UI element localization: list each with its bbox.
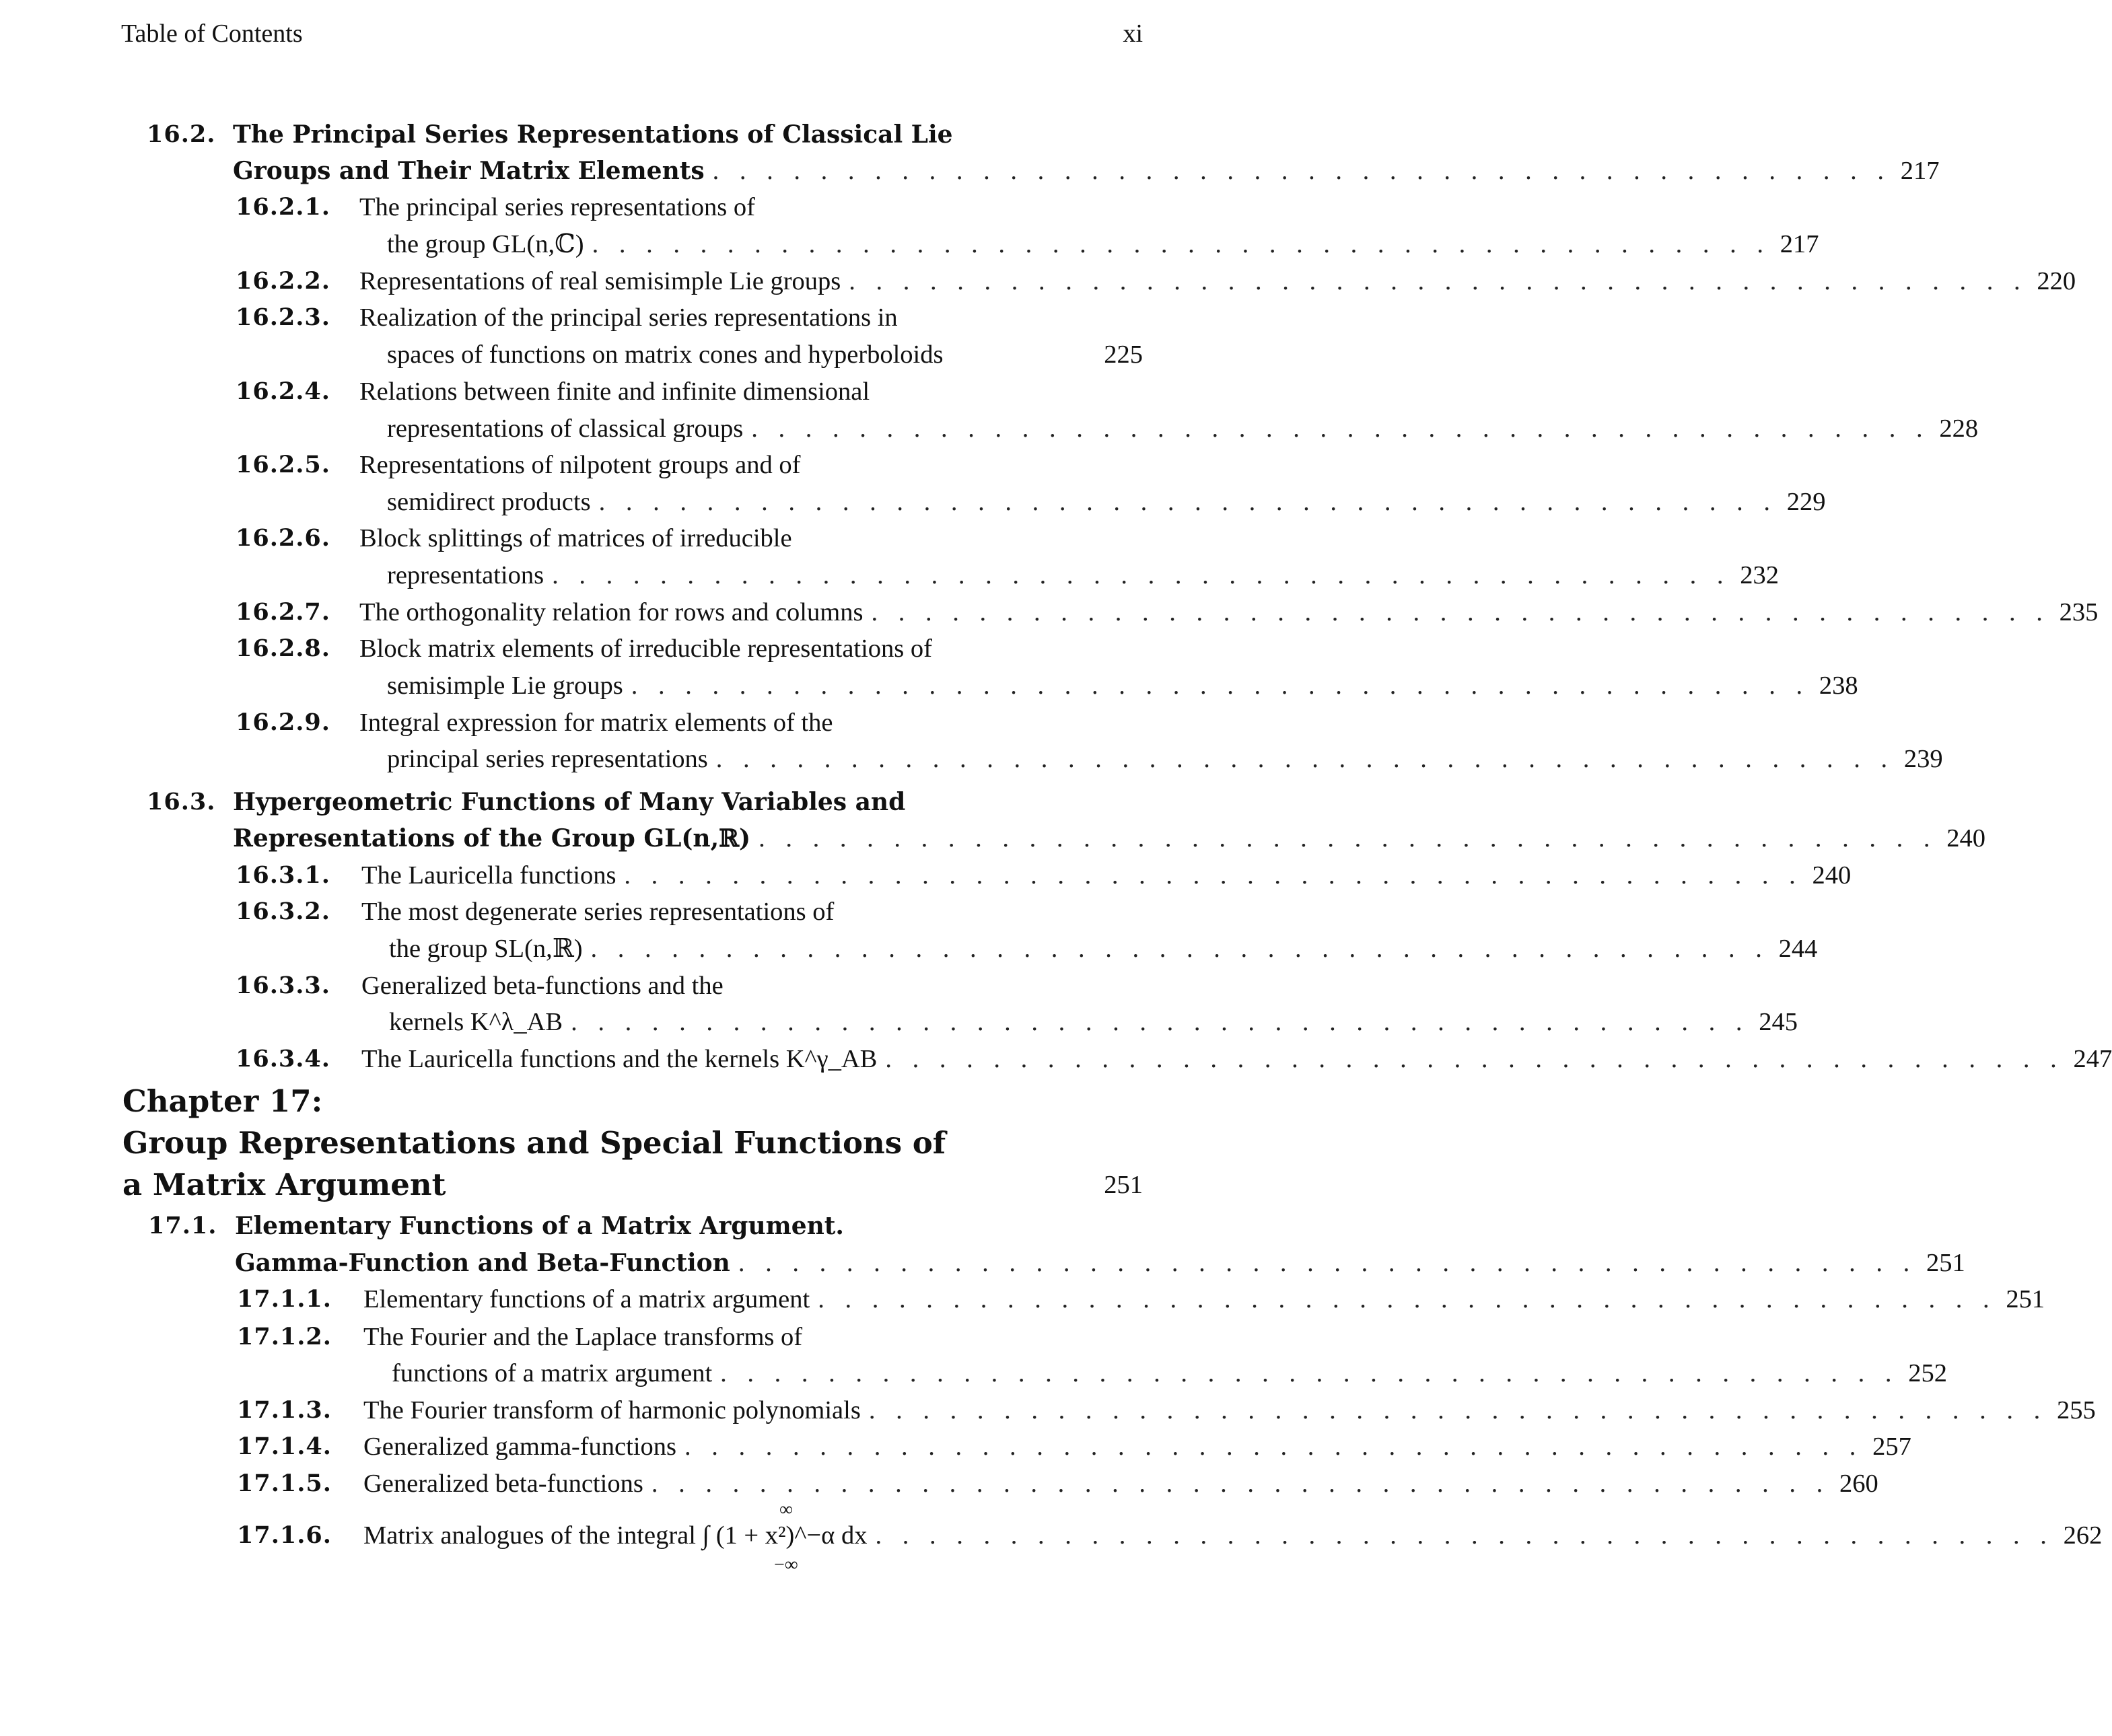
toc-page-number: 240: [1812, 861, 1852, 890]
toc-entry-number: 17.1.: [148, 1212, 217, 1239]
toc-entry-row: spaces of functions on matrix cones and hyperboloids 225: [387, 336, 1143, 373]
toc-entry-row: semidirect products . . . . . . . . . . . . . . . . . . . . . . . . . . . . . . . . . . . . . . . . . . . . 229: [387, 484, 1143, 520]
toc-entry-number: 17.1.6.: [237, 1521, 332, 1549]
toc-entry-number: 16.2.3.: [236, 303, 330, 331]
toc-page-number: 245: [1759, 1008, 1798, 1036]
toc-entry-number: 16.2.6.: [236, 524, 330, 552]
toc-entry-row: Representations of the Group GL(n,ℝ) . . . . . . . . . . . . . . . . . . . . . . . . . . . . . . . . . . . . . . . . . . . . 240: [233, 820, 1143, 857]
toc-entry-title: Relations between finite and infinite dimensional: [359, 377, 870, 406]
toc-entry-number: 17.1.4.: [237, 1433, 332, 1460]
toc-entry-row: the group GL(n,ℂ) . . . . . . . . . . . . . . . . . . . . . . . . . . . . . . . . . . . . . . . . . . . . 217: [387, 226, 1143, 262]
toc-page-number: 262: [2063, 1521, 2103, 1550]
toc-entry-number: 16.2.1.: [236, 193, 330, 221]
toc-entry-math: the group GL(n,ℂ): [387, 230, 584, 258]
toc-entry-number: 17.1.3.: [237, 1396, 332, 1424]
toc-page-number: 251: [1926, 1249, 1965, 1277]
toc-entry-number: 16.3.1.: [236, 861, 330, 889]
toc-entry-number: 16.3.: [147, 788, 216, 816]
toc-page-number: 239: [1903, 745, 1943, 773]
toc-page-number: 232: [1740, 561, 1779, 589]
running-header-title: Table of Contents: [121, 20, 303, 48]
toc-entry-row: representations of classical groups . . . . . . . . . . . . . . . . . . . . . . . . . . . . . . . . . . . . . . . . . . . . 228: [387, 410, 1143, 447]
toc-page-number: 260: [1839, 1470, 1878, 1498]
running-header-page-number: xi: [1123, 20, 1143, 48]
toc-page-number: 251: [1104, 1171, 1143, 1199]
toc-page-number: 238: [1819, 672, 1858, 700]
toc-page-number: 228: [1939, 414, 1979, 443]
toc-page-number: 225: [1104, 340, 1143, 369]
toc-entry-number: 16.2.: [147, 120, 216, 148]
toc-entry-title: Representations of nilpotent groups and of: [359, 451, 801, 479]
toc-entry-number: 16.3.2.: [236, 898, 330, 925]
toc-page-number: 247: [2073, 1045, 2112, 1073]
toc-entry-row: The Fourier transform of harmonic polynomials . . . . . . . . . . . . . . . . . . . . . . . . . . . . . . . . . . . . . . . . . . . . 255: [363, 1392, 1143, 1428]
toc-page-number: 251: [2006, 1285, 2045, 1313]
toc-page-number: 240: [1946, 824, 1985, 853]
toc-entry-number: 17.1.1.: [237, 1285, 332, 1313]
toc-page-number: 255: [2056, 1396, 2096, 1424]
toc-entry-row: functions of a matrix argument . . . . . . . . . . . . . . . . . . . . . . . . . . . . . . . . . . . . . . . . . . . . 252: [392, 1355, 1143, 1391]
toc-entry-row: Representations of real semisimple Lie groups . . . . . . . . . . . . . . . . . . . . . . . . . . . . . . . . . . . . . . . . . . . . 220: [359, 263, 1143, 299]
toc-page-number: 217: [1780, 230, 1819, 258]
toc-page-number: 220: [2037, 267, 2076, 295]
toc-page-number: 217: [1900, 157, 1940, 185]
toc-entry-row: principal series representations . . . . . . . . . . . . . . . . . . . . . . . . . . . . . . . . . . . . . . . . . . . . 239: [387, 741, 1143, 777]
toc-entry-title: Block matrix elements of irreducible representations of: [359, 635, 932, 663]
toc-entry-title: Elementary Functions of a Matrix Argument.: [235, 1212, 844, 1240]
toc-entry-row: Generalized gamma-functions . . . . . . . . . . . . . . . . . . . . . . . . . . . . . . . . . . . . . . . . . . . . 257: [363, 1428, 1143, 1465]
toc-page-number: 257: [1872, 1433, 1911, 1461]
toc-page-number: 235: [2059, 598, 2099, 626]
toc-entry-number: 17.1.5.: [237, 1470, 332, 1497]
toc-entry-row: Groups and Their Matrix Elements . . . . . . . . . . . . . . . . . . . . . . . . . . . . . . . . . . . . . . . . . . . . 217: [233, 153, 1143, 189]
toc-entry-row: representations . . . . . . . . . . . . . . . . . . . . . . . . . . . . . . . . . . . . . . . . . . . . 232: [387, 557, 1143, 593]
toc-entry-title: The principal series representations of: [359, 193, 755, 221]
toc-entry-row: semisimple Lie groups . . . . . . . . . . . . . . . . . . . . . . . . . . . . . . . . . . . . . . . . . . . . 238: [387, 667, 1143, 704]
toc-entry-number: 16.2.5.: [236, 451, 330, 478]
chapter-heading-title: Group Representations and Special Functions of: [122, 1125, 946, 1161]
toc-page-number: 244: [1778, 935, 1818, 963]
toc-entry-row: Gamma-Function and Beta-Function . . . . . . . . . . . . . . . . . . . . . . . . . . . . . . . . . . . . . . . . . . . . 251: [235, 1245, 1143, 1281]
toc-entry-number: 16.3.4.: [236, 1045, 330, 1073]
chapter-heading-title-cont: a Matrix Argument 251: [122, 1163, 1143, 1206]
toc-entry-row: Elementary functions of a matrix argument . . . . . . . . . . . . . . . . . . . . . . . . . . . . . . . . . . . . . . . . . . . . 251: [363, 1281, 1143, 1317]
toc-entry-row: The Lauricella functions . . . . . . . . . . . . . . . . . . . . . . . . . . . . . . . . . . . . . . . . . . . . 240: [361, 857, 1143, 894]
toc-entry-number: 16.2.8.: [236, 635, 330, 662]
toc-page-number: 229: [1786, 488, 1826, 516]
toc-page-number: 252: [1908, 1359, 1948, 1387]
toc-entry-title: Block splittings of matrices of irreducible: [359, 524, 792, 552]
toc-entry-row: kernels K^λ_AB . . . . . . . . . . . . . . . . . . . . . . . . . . . . . . . . . . . . . . . . . . . . 245: [389, 1004, 1143, 1040]
toc-entry-title: Generalized beta-functions and the: [361, 972, 724, 1000]
toc-entry-row: Generalized beta-functions . . . . . . . . . . . . . . . . . . . . . . . . . . . . . . . . . . . . . . . . . . . . 260: [363, 1466, 1143, 1502]
integral-lower-limit: −∞: [774, 1554, 798, 1575]
toc-entry-number: 16.2.9.: [236, 709, 330, 736]
toc-entry-row: The Lauricella functions and the kernels K^γ_AB . . . . . . . . . . . . . . . . . . . . . . . . . . . . . . . . . . . . . . . . . . . . 247: [361, 1041, 1143, 1077]
toc-entry-number: 16.3.3.: [236, 972, 330, 999]
toc-entry-title: The Fourier and the Laplace transforms of: [363, 1323, 803, 1351]
chapter-heading-label: Chapter 17:: [122, 1083, 323, 1119]
toc-entry-row: Matrix analogues of the integral ∫ (1 + x²)^−α dx . . . . . . . . . . . . . . . . . . . . . . . . . . . . . . . . . . . . . . . . . . . . 262: [363, 1517, 1143, 1554]
integral-upper-limit: ∞: [779, 1499, 793, 1520]
toc-entry-number: 16.2.2.: [236, 267, 330, 295]
toc-entry-title: Hypergeometric Functions of Many Variables and: [233, 788, 906, 816]
toc-entry-title: Realization of the principal series representations in: [359, 303, 898, 332]
toc-entry-number: 16.2.4.: [236, 377, 330, 405]
toc-entry-title: Integral expression for matrix elements of the: [359, 709, 833, 737]
toc-entry-title: The Principal Series Representations of Classical Lie: [233, 120, 953, 149]
toc-entry-number: 17.1.2.: [237, 1323, 332, 1350]
toc-entry-title: The most degenerate series representations of: [361, 898, 835, 926]
toc-entry-row: the group SL(n,ℝ) . . . . . . . . . . . . . . . . . . . . . . . . . . . . . . . . . . . . . . . . . . . . 244: [389, 931, 1143, 967]
toc-entry-row: The orthogonality relation for rows and columns . . . . . . . . . . . . . . . . . . . . . . . . . . . . . . . . . . . . . . . . . . . . 235: [359, 594, 1143, 630]
toc-entry-number: 16.2.7.: [236, 598, 330, 626]
toc-entry-math: Matrix analogues of the integral ∫ (1 + x²)^−α dx: [363, 1521, 868, 1550]
